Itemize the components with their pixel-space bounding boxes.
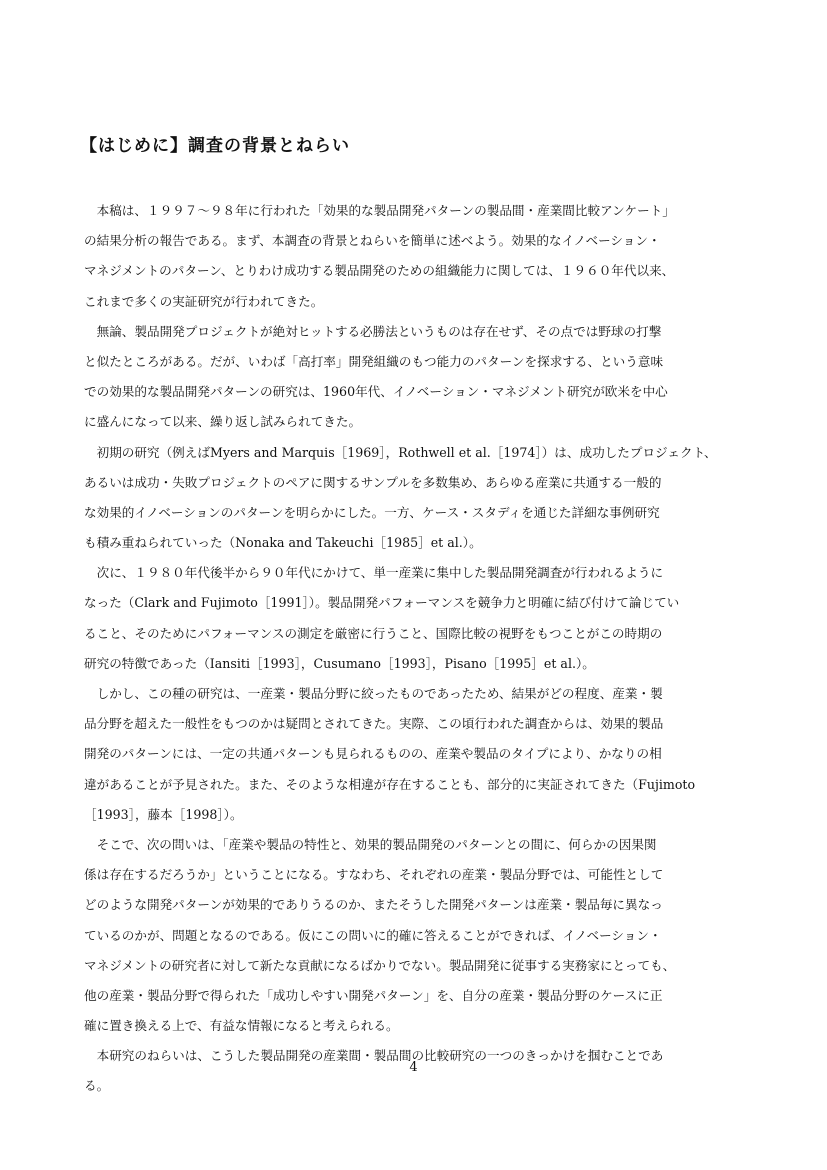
- text-line: と似たところがある。だが、いわば「高打率」開発組織のもつ能力のパターンを探求する、という意味: [84, 353, 664, 369]
- text-line: マネジメントの研究者に対して新たな貢献になるばかりでない。製品開発に従事する実務家にとっても、: [84, 957, 676, 973]
- text-line: 本研究のねらいは、こうした製品開発の産業間・製品間の比較研究の一つのきっかけを掴むことであ: [84, 1048, 664, 1064]
- text-line: ［1993］，藤本［1998］）。: [84, 806, 243, 822]
- text-line: そこで、次の問いは、「産業や製品の特性と、効果的製品開発のパターンとの間に、何らかの因果関: [84, 836, 657, 852]
- text-line: これまで多くの実証研究が行われてきた。: [84, 293, 324, 309]
- text-line: 他の産業・製品分野で得られた「成功しやすい開発パターン」を、自分の産業・製品分野のケースに正: [84, 987, 663, 1003]
- page-number: 4: [409, 1060, 418, 1075]
- text-line: ること、そのためにパフォーマンスの測定を厳密に行うこと、国際比較の視野をもつことがこの時期の: [84, 625, 663, 641]
- text-line: あるいは成功・失敗プロジェクトのペアに関するサンプルを多数集め、あらゆる産業に共通する一般的: [84, 474, 662, 490]
- text-line: どのような開発パターンが効果的でありうるのか、またそうした開発パターンは産業・製品毎に異なっ: [84, 897, 663, 913]
- text-line: での効果的な製品開発パターンの研究は、1960年代、イノベーション・マネジメント研究が欧米を中心: [84, 384, 668, 400]
- text-line: 確に置き換える上で、有益な情報になると考えられる。: [84, 1018, 399, 1034]
- text-line: 研究の特徴であった（Iansiti［1993］，Cusumano［1993］，Pisano［1995］et al.）。: [84, 655, 595, 671]
- text-line: 係は存在するだろうか」ということになる。すなわち、それぞれの産業・製品分野では、可能性として: [84, 867, 664, 883]
- text-line: マネジメントのパターン、とりわけ成功する製品開発のための組織能力に関しては、１９６０年代以来、: [84, 263, 675, 279]
- text-line: 次に、１９８０年代後半から９０年代にかけて、単一産業に集中した製品開発調査が行われるように: [84, 565, 664, 581]
- text-line: しかし、この種の研究は、一産業・製品分野に絞ったものであったため、結果がどの程度、産業・製: [84, 686, 663, 701]
- text-line: 初期の研究（例えばMyers and Marquis［1969］，Rothwell et al.［1974］）は、成功したプロジェクト、: [84, 444, 717, 460]
- text-line: る。: [84, 1078, 110, 1094]
- section-heading: 【はじめに】調査の背景とねらい: [80, 136, 350, 156]
- text-line: に盛んになって以来、繰り返し試みられてきた。: [84, 414, 362, 430]
- text-line: 品分野を超えた一般性をもつのかは疑問とされてきた。実際、この頃行われた調査からは、効果的製品: [84, 716, 664, 732]
- text-line: 違があることが予見された。また、そのような相違が存在することも、部分的に実証されてきた（Fujimoto: [84, 776, 696, 792]
- text-line: 本稿は、１９９７〜９８年に行われた「効果的な製品開発パターンの製品間・産業間比較アンケート」: [84, 203, 675, 218]
- body-text: [84, 196, 744, 1102]
- text-line: 開発のパターンには、一定の共通パターンも見られるものの、産業や製品のタイプにより、かなりの相: [84, 746, 662, 762]
- text-line: 無論、製品開発プロジェクトが絶対ヒットする必勝法というものは存在せず、その点では野球の打撃: [84, 323, 662, 339]
- text-line: なった（Clark and Fujimoto［1991］）。製品開発パフォーマンスを競争力と明確に結び付けて論じてい: [84, 595, 680, 611]
- text-line: な効果的イノベーションのパターンを明らかにした。一方、ケース・スタディを通じた詳細な事例研究: [84, 504, 660, 520]
- text-line: ているのかが、問題となるのである。仮にこの問いに的確に答えることができれば、イノベーション・: [84, 927, 662, 943]
- text-line: の結果分析の報告である。まず、本調査の背景とねらいを簡単に述べよう。効果的なイノベーション・: [84, 233, 661, 249]
- text-line: も積み重ねられていった（Nonaka and Takeuchi［1985］et al.）。: [84, 535, 482, 551]
